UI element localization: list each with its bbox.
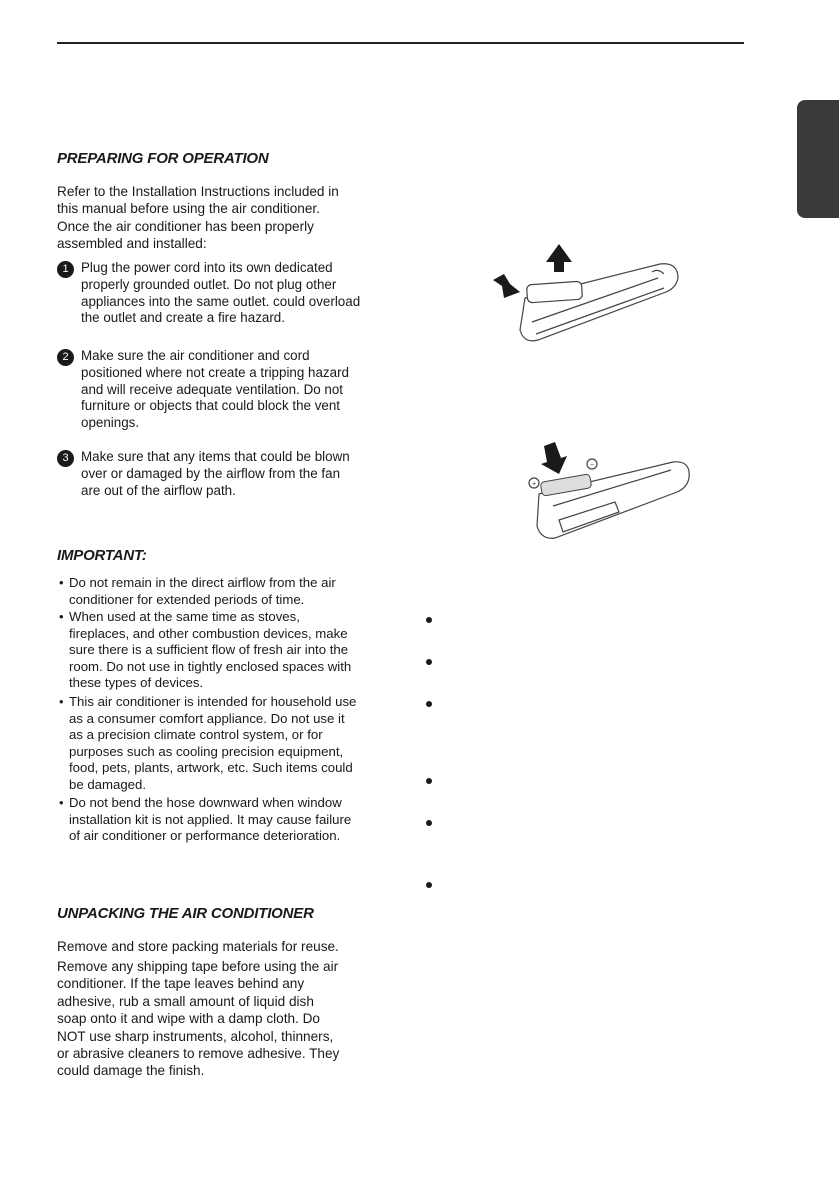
bullet-text: When used at the same time as stoves, fireplaces, and other combustion devices, make sure there is a sufficient flow of fresh air into the room. Do not use in tightly enclosed spaces with these types of devices.: [69, 609, 352, 691]
bullet-icon: •: [59, 575, 64, 590]
bullet-text: Do not remain in the direct airflow from the air conditioner for extended periods of time.: [69, 575, 336, 607]
language-side-tab: [797, 100, 839, 218]
bullet-text: Do not bend the hose downward when window installation kit is not applied. It may cause failure of air conditioner or performance deterioration.: [69, 795, 352, 844]
preparing-heading: PREPARING FOR OPERATION: [57, 150, 269, 167]
unpacking-heading: UNPACKING THE AIR CONDITIONER: [57, 905, 314, 922]
important-bullet: [57, 575, 357, 608]
arrow-right-icon: [493, 274, 520, 298]
step-number: 3: [57, 450, 74, 467]
step-2: [57, 348, 362, 432]
step-1: [57, 260, 362, 327]
step-text: Make sure that any items that could be blown over or damaged by the airflow from the fan are out of the airflow path.: [81, 449, 350, 498]
bullet-icon: •: [59, 609, 64, 624]
right-bullet-icon: [426, 617, 432, 623]
minus-label: −: [589, 462, 595, 469]
right-bullet-icon: [426, 778, 432, 784]
important-bullet: [57, 609, 357, 692]
arrow-down-icon: [541, 442, 567, 474]
right-bullet-icon: [426, 820, 432, 826]
right-bullet-icon: [426, 701, 432, 707]
battery-cover-icon: [526, 281, 582, 303]
unpacking-para-1: Remove and store packing materials for reuse.: [57, 939, 339, 954]
battery-insertion-illustration: [525, 440, 695, 540]
top-rule: [57, 42, 744, 44]
bullet-text: This air conditioner is intended for household use as a consumer comfort appliance. Do not use it as a precision climate control system, or for purposes such as cooling precision equipment, food, pets, plants, artwork, etc. Such items could be damaged.: [69, 694, 357, 792]
unpacking-para-2: Remove any shipping tape before using the air conditioner. If the tape leaves behind any adhesive, rub a small amount of liquid dish soap onto it and wipe with a damp cloth. Do NOT use sharp instruments, alcohol, thinners, or abrasive cleaners to remove adhesive. They could damage the finish.: [57, 959, 340, 1079]
remote-cover-removal-illustration: [480, 236, 695, 351]
important-bullet: [57, 795, 357, 845]
step-text: Plug the power cord into its own dedicated properly grounded outlet. Do not plug other appliances into the same outlet. could overload the outlet and create a fire hazard.: [81, 260, 361, 326]
step-number: 2: [57, 349, 74, 366]
step-3: [57, 449, 362, 499]
bullet-icon: •: [59, 694, 64, 709]
step-text: Make sure the air conditioner and cord positioned where not create a tripping hazard and will receive adequate ventilation. Do not furniture or objects that could block the vent openings.: [81, 348, 349, 431]
step-number: 1: [57, 261, 74, 278]
plus-label: +: [531, 481, 537, 488]
arrow-up-icon: [546, 244, 572, 272]
preparing-intro: Refer to the Installation Instructions included in this manual before using the air conditioner. Once the air conditioner has been properly assembled and installed:: [57, 184, 339, 252]
important-bullet: [57, 694, 357, 794]
right-bullet-icon: [426, 659, 432, 665]
bullet-icon: •: [59, 795, 64, 810]
important-heading: IMPORTANT:: [57, 547, 147, 564]
right-bullet-icon: [426, 882, 432, 888]
